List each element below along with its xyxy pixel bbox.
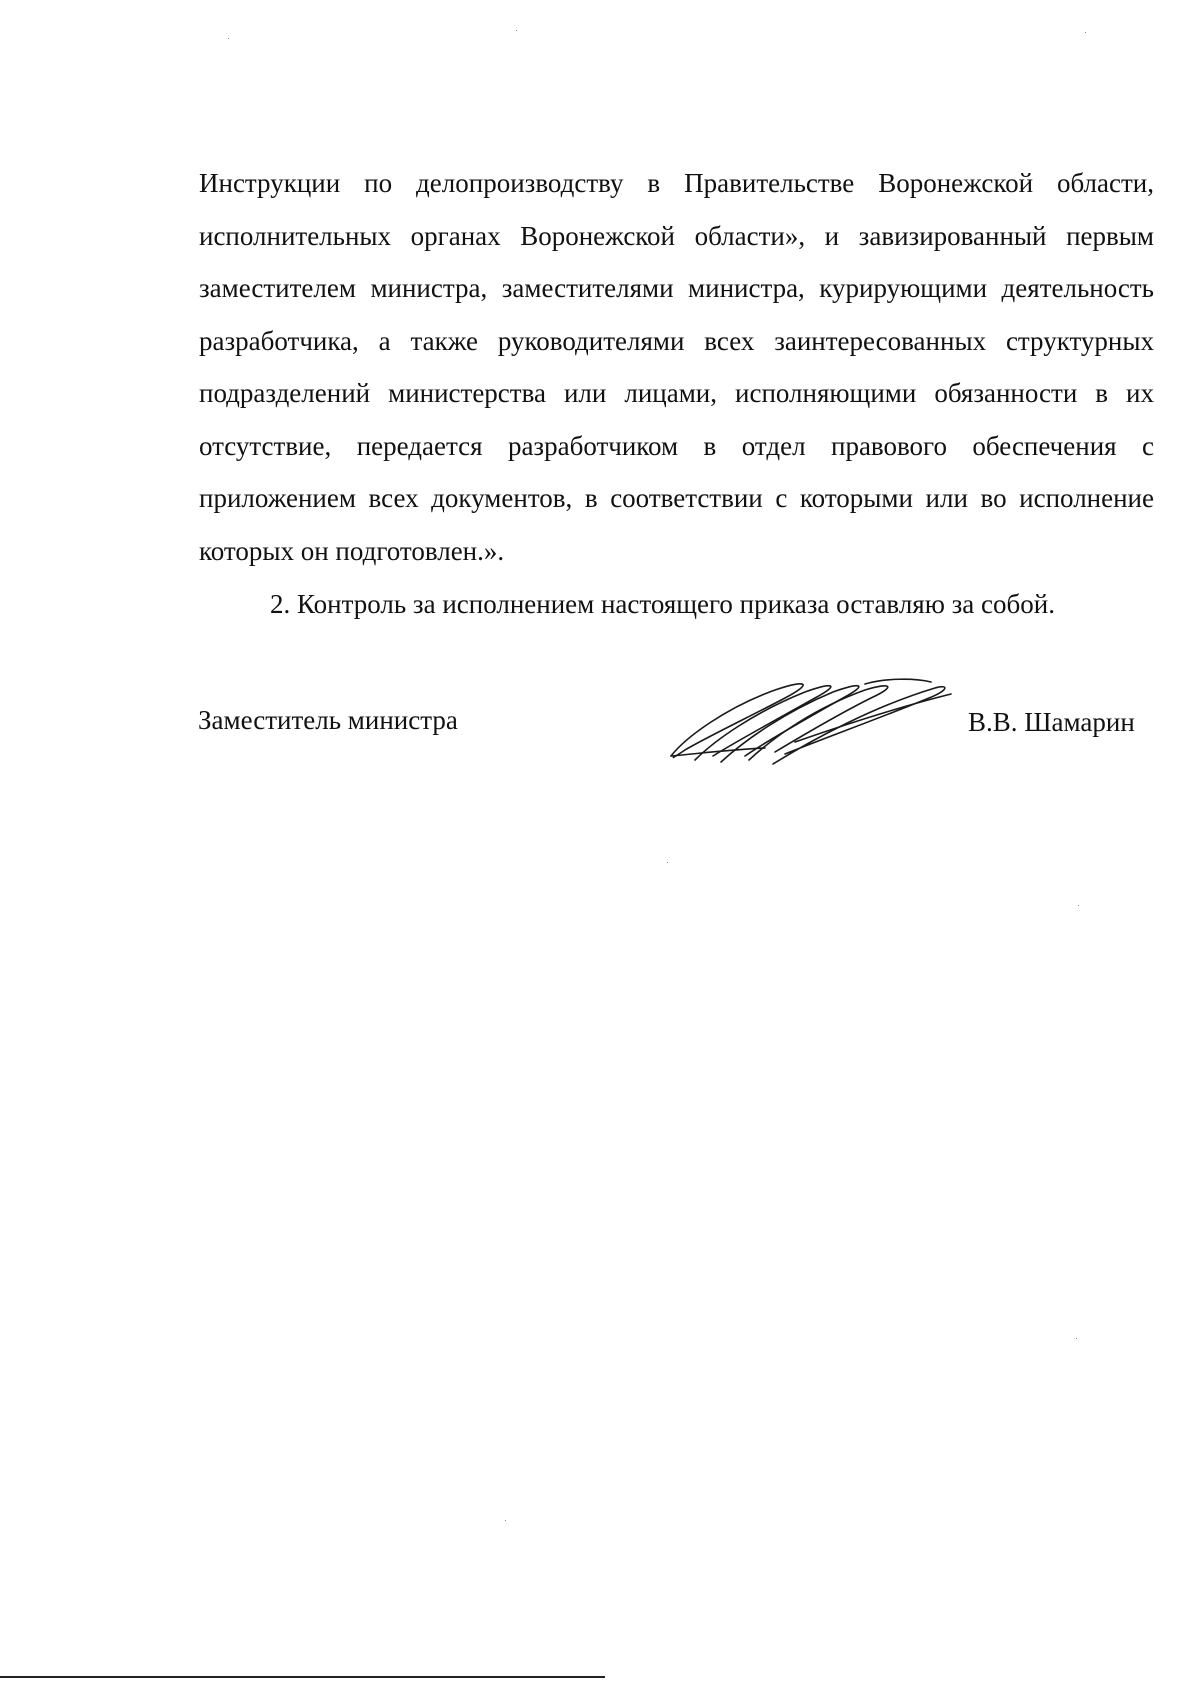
- signatory-name: В.В. Шамарин: [968, 707, 1135, 737]
- scan-speck: [1076, 1338, 1077, 1339]
- scan-speck: [1078, 905, 1079, 906]
- bottom-scan-edge-line: [0, 1676, 605, 1678]
- signatory-title: Заместитель министра: [198, 705, 458, 735]
- paragraph-control-clause: 2. Контроль за исполнением настоящего приказа оставляю за собой.: [270, 589, 1055, 619]
- scan-speck: [1085, 32, 1086, 33]
- scan-speck: [667, 862, 668, 863]
- scan-speck: [505, 1520, 506, 1521]
- scan-speck: [228, 38, 229, 39]
- paragraph-continuation: Инструкции по делопроизводству в Правительстве Воронежской области, исполнительных органах Воронежской области», и завизированный первым заместителем министра, заместителями министра, курирующими деятельность разработчика, а также руководителями всех заинтересованных структурных подразделений министерства или лицами, исполняющими обязанности в их отсутствие, передается разработчиком в отдел правового обеспечения с приложением всех документов, в соответствии с которыми или во исполнение которых он подготовлен.».: [199, 168, 1154, 566]
- signature-icon: [665, 668, 955, 768]
- scan-speck: [516, 30, 517, 31]
- document-body: [199, 157, 1154, 631]
